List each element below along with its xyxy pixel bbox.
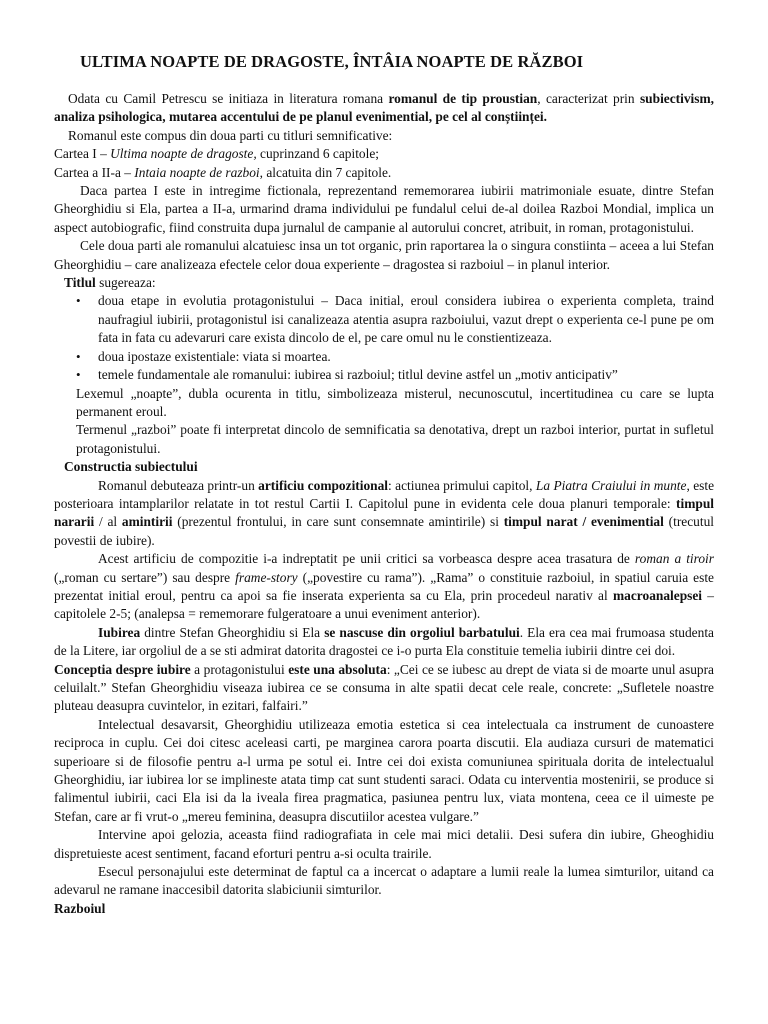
cele-doua-paragraph: Cele doua parti ale romanului alcatuiesc insa un tot organic, prin raportarea la o singura constiinta – aceea a lui Stefan Gheorghidiu – care analizeaza efectele celor doua experiente – dragostea si razboiul – in planul interior. (54, 238, 714, 272)
cartea1-line: Cartea I – Ultima noapte de dragoste, cuprinzand 6 capitole; (54, 146, 380, 162)
gelozia-paragraph: Intervine apoi gelozia, aceasta fiind radiografiata in cele mai mici detalii. Desi sufera din iubire, Gheoghidiu dispretuieste acest sentiment, facand eforturi pentru a-si oculta trairile. (54, 827, 714, 861)
intelectual-paragraph: Intelectual desavarsit, Gheorghidiu utilizeaza emotia estetica si cea intelectuala ca instrument de cunoastere reciproca in cuplu. Cei doi citesc aceleasi carti, pe marginea carora poarta discutii. Ela audiaza cursuri de matematici superioare si de filosofie pentru a-l urma pe sotul ei. Intre cei doi exista comuniunea spirituala dorita de intelectualul Gheorghidiu, iar iubirea lor se implineste atata timp cat sunt studenti saraci. Odata cu interventia mostenirii, se produce si falimentul iubirii, caci Ela isi da la iveala firea pragmatica, pasiunea pentru lux, viata montena, ceea ce il uimeste pe Stefan, care ar fi vrut-o „mereu feminina, deasupra discutiilor acestea vulgare.” (54, 716, 714, 824)
intro-paragraph: Odata cu Camil Petrescu se initiaza in literatura romana romanul de tip proustian, caracterizat prin subiectivism, analiza psihologica, mutarea accentului de pe planul evenimential, pe cel al conștiinței. (54, 91, 714, 125)
lexemul-paragraph: Lexemul „noapte”, dubla ocurenta in titlu, simbolizeaza misterul, necunoscutul, incertitudinea cu care se lupta permanent eroul. (76, 385, 714, 419)
list-item: • doua etape in evolutia protagonistului – Daca initial, eroul considera iubirea o experienta completa, traind naufragiul iubirii, protagonistul isi canalizeaza atentia asupra razboiului, vazut drept o experienta ce-l pune pe om fata in fata cu adevaruri care exista dincolo de el, pe care omul nu le constientizeaza. (76, 292, 714, 347)
conceptia-paragraph: Conceptia despre iubire a protagonistului este una absoluta: „Cei ce se iubesc au drept de viata si de moarte unul asupra celuilalt.” Stefan Gheorghidiu viseaza iubirea ce se consuma in alte spatii decat cele reale, concrete: „Sufletele noastre pluteau deasupra cuvintelor, in ezitari, falfairi.” (54, 661, 714, 714)
page-title: ULTIMA NOAPTE DE DRAGOSTE, ÎNTÂIA NOAPTE DE RĂZBOI (80, 52, 584, 71)
constructia-heading: Constructia subiectului (64, 459, 198, 475)
titlul-heading: Titlul sugereaza: (64, 275, 156, 291)
esecul-paragraph: Esecul personajului este determinat de faptul ca a incercat o adaptare a lumii reale la lumea simturilor, uitand ca adevarul ne ramane inaccesibil datorita slabiciunii simturilor. (54, 864, 714, 898)
termenul-paragraph: Termenul „razboi” poate fi interpretat dincolo de semnificatia sa denotativa, drept un razboi interior, purtat in sufletul protagonistului. (76, 422, 714, 456)
list-item: • temele fundamentale ale romanului: iubirea si razboiul; titlul devine astfel un „motiv anticipativ” (76, 366, 714, 384)
titlul-bullets (54, 292, 714, 384)
list-item: • doua ipostaze existentiale: viata si moartea. (76, 348, 714, 366)
cartea2-line: Cartea a II-a – Intaia noapte de razboi, alcatuita din 7 capitole. (54, 164, 392, 180)
iubirea-paragraph: Iubirea dintre Stefan Gheorghidiu si Ela se nascuse din orgoliul barbatului. Ela era cea mai frumoasa studenta de la Litere, iar orgoliul de a se sti admirat datorita dragostei ce i-o purta Ela constituie temelia iubirii dintre cei doi. (54, 624, 714, 659)
debut-paragraph: Romanul debuteaza printr-un artificiu compozitional: actiunea primului capitol, La Piatra Craiului in munte, este posterioara intamplarilor relatate in tot restul Cartii I. Capitolul pune in evidenta cele doua planuri temporale: timpul nararii / al amintirii (prezentul frontului, in care sunt consemnate amintirile) si timpul narat / evenimential (trecutul povestii de iubire). (54, 477, 715, 548)
compus-line: Romanul este compus din doua parti cu titluri semnificative: (68, 127, 393, 143)
razboiul-heading: Razboiul (54, 900, 106, 916)
partea-paragraph: Daca partea I este in intregime fictionala, reprezentand rememorarea iubirii matrimoniale esuate, dintre Stefan Gheorghidiu si Ela, partea a II-a, urmarind drama individului pe fundalul celui de-al doilea Razboi Mondial, implica un aspect autobiografic, fiind construita dupa jurnalul de campanie al autorului concret, atribuit, in roman, protagonistului. (54, 183, 714, 235)
artificiu-paragraph: Acest artificiu de compozitie i-a indreptatit pe unii critici sa vorbeasca despre acea trasatura de roman a tiroir („roman cu sertare”) sau despre frame-story („povestire cu rama”). „Rama” o constituie razboiul, in spatiul caruia este prezentat initial eroul, pentru ca apoi sa fie inserata experienta sa cu Ela, prin procedeul narativ al macroanalepsei – capitolele 2-5; (analepsa = rememorare fulgeratoare a unui eveniment anterior). (54, 551, 714, 622)
